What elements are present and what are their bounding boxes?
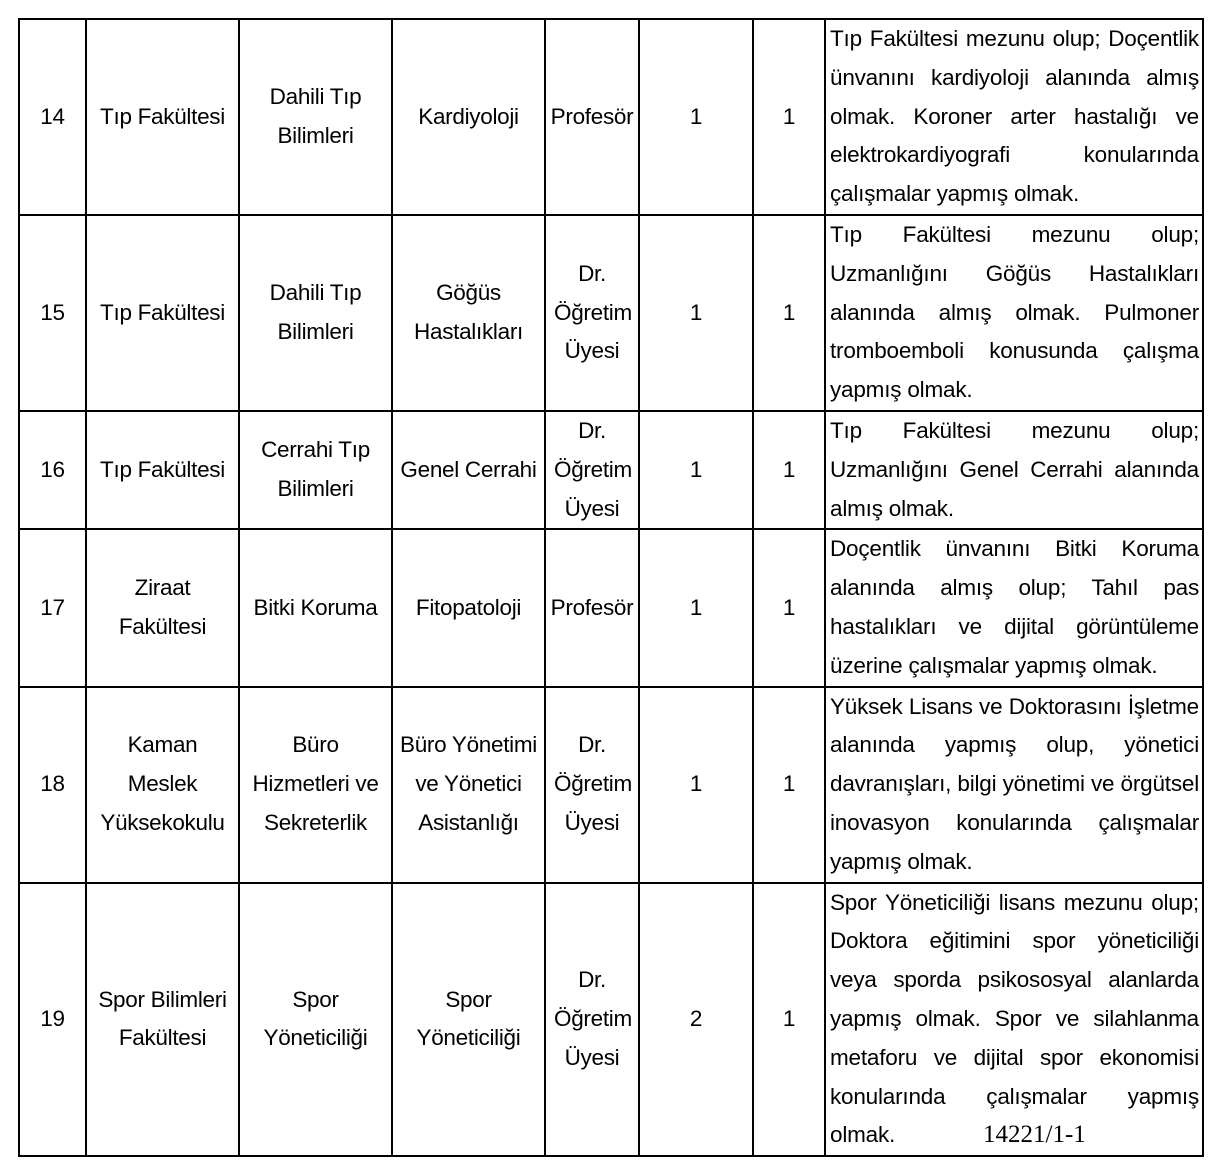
row-number: 14 [19, 19, 86, 215]
degree-cell: 1 [639, 687, 753, 883]
discipline-cell: Fitopatoloji [392, 529, 545, 686]
table-row [19, 215, 1203, 411]
title-cell: Dr. Öğretim Üyesi [545, 215, 639, 411]
faculty-cell: Tıp Fakültesi [86, 19, 239, 215]
department-cell: Büro Hizmetleri ve Sekreterlik [239, 687, 392, 883]
count-cell: 1 [753, 411, 825, 529]
table-row [19, 19, 1203, 215]
department-cell: Bitki Koruma [239, 529, 392, 686]
requirements-cell: Tıp Fakültesi mezunu olup; Uzmanlığını Genel Cerrahi alanında almış olmak. [825, 411, 1203, 529]
title-cell: Profesör [545, 19, 639, 215]
requirements-cell: Tıp Fakültesi mezunu olup; Uzmanlığını Göğüs Hastalıkları alanında almış olmak. Pulmoner tromboemboli konusunda çalışma yapmış olmak. [825, 215, 1203, 411]
table-row [19, 883, 1203, 1157]
faculty-cell: Tıp Fakültesi [86, 215, 239, 411]
title-cell: Profesör [545, 529, 639, 686]
count-cell: 1 [753, 529, 825, 686]
department-cell: Spor Yöneticiliği [239, 883, 392, 1157]
table-row [19, 687, 1203, 883]
requirements-cell: Doçentlik ünvanını Bitki Koruma alanında almış olup; Tahıl pas hastalıkları ve dijital görüntüleme üzerine çalışmalar yapmış olmak. [825, 529, 1203, 686]
count-cell: 1 [753, 687, 825, 883]
requirements-cell: Tıp Fakültesi mezunu olup; Doçentlik ünvanını kardiyoloji alanında almış olmak. Koroner arter hastalığı ve elektrokardiyografi konularında çalışmalar yapmış olmak. [825, 19, 1203, 215]
discipline-cell: Kardiyoloji [392, 19, 545, 215]
department-cell: Cerrahi Tıp Bilimleri [239, 411, 392, 529]
title-cell: Dr. Öğretim Üyesi [545, 883, 639, 1157]
faculty-cell: Kaman Meslek Yüksekokulu [86, 687, 239, 883]
discipline-cell: Spor Yöneticiliği [392, 883, 545, 1157]
count-cell: 1 [753, 215, 825, 411]
row-number: 17 [19, 529, 86, 686]
table-row [19, 529, 1203, 686]
faculty-cell: Spor Bilimleri Fakültesi [86, 883, 239, 1157]
degree-cell: 1 [639, 529, 753, 686]
row-number: 19 [19, 883, 86, 1157]
document-code: 14221/1-1 [983, 1121, 1086, 1148]
count-cell: 1 [753, 883, 825, 1157]
degree-cell: 2 [639, 883, 753, 1157]
title-cell: Dr. Öğretim Üyesi [545, 687, 639, 883]
department-cell: Dahili Tıp Bilimleri [239, 19, 392, 215]
faculty-cell: Ziraat Fakültesi [86, 529, 239, 686]
discipline-cell: Göğüs Hastalıkları [392, 215, 545, 411]
row-number: 15 [19, 215, 86, 411]
degree-cell: 1 [639, 411, 753, 529]
positions-table [18, 18, 1204, 1157]
requirements-cell: Yüksek Lisans ve Doktorasını İşletme alanında yapmış olup, yönetici davranışları, bilgi yönetimi ve örgütsel inovasyon konularında çalışmalar yapmış olmak. [825, 687, 1203, 883]
faculty-cell: Tıp Fakültesi [86, 411, 239, 529]
table-row [19, 411, 1203, 529]
discipline-cell: Büro Yönetimi ve Yönetici Asistanlığı [392, 687, 545, 883]
title-cell: Dr. Öğretim Üyesi [545, 411, 639, 529]
department-cell: Dahili Tıp Bilimleri [239, 215, 392, 411]
degree-cell: 1 [639, 19, 753, 215]
row-number: 16 [19, 411, 86, 529]
requirements-cell: Spor Yöneticiliği lisans mezunu olup; Doktora eğitimini spor yöneticiliği veya sporda psikososyal alanlarda yapmış olmak. Spor ve silahlanma metaforu ve dijital spor ekonomisi konularında çalışmalar yapmış olmak. [825, 883, 1203, 1157]
discipline-cell: Genel Cerrahi [392, 411, 545, 529]
count-cell: 1 [753, 19, 825, 215]
degree-cell: 1 [639, 215, 753, 411]
row-number: 18 [19, 687, 86, 883]
